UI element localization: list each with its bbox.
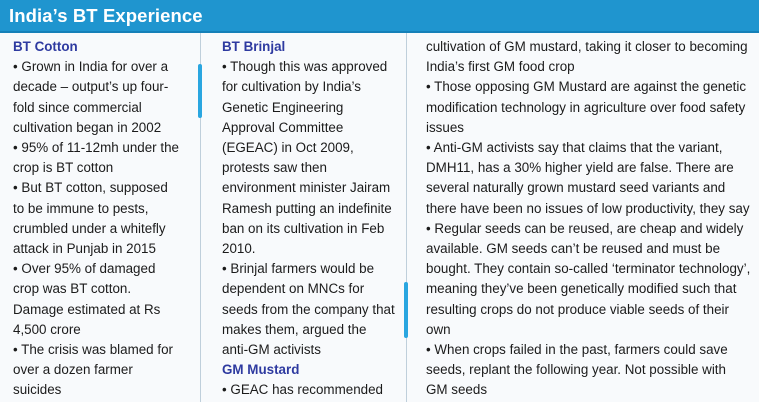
header-bar [0,0,759,33]
list-item: • GEAC has recommended [222,382,383,398]
list-item: • Though this was approved for cultivation by India’s Genetic Engineering Approval Committee (EGEAC) in Oct 2009, protests saw then environment minister Jairam Ramesh putting an indefinite ban on its cultivation in Feb 2010. [222,59,392,257]
column-bt-cotton [13,37,181,401]
column-divider [406,33,407,402]
list-item: • Over 95% of damaged crop was BT cotton. Damage estimated at Rs 4,500 crore [13,261,161,337]
section-title-bt-brinjal: BT Brinjal [222,39,286,54]
list-item: • But BT cotton, supposed to be immune to pests, crumbled under a whitefly attack in Punjab in 2015 [13,180,168,257]
page-title: India’s BT Experience [9,5,203,26]
accent-bar [404,282,408,338]
list-item: • 95% of 11-12mh under the crop is BT cotton [13,140,179,176]
list-item: • When crops failed in the past, farmers could save seeds, replant the following year. Not possible with GM seeds [426,342,728,398]
section-title-gm-mustard: GM Mustard [222,362,300,378]
column-gm-mustard-continued [426,37,751,401]
accent-bar [198,64,202,118]
list-item: • Grown in India for over a decade – output’s up four-fold since commercial cultivation began in 2002 [13,59,169,135]
list-item: • Regular seeds can be reused, are cheap and widely available. GM seeds can’t be reused and must be bought. They contain so-called ‘terminator technology’, meaning they’ve been genetically modified such that resulting crops do not produce viable seeds of their own [426,220,751,337]
list-item: • The crisis was blamed for over a dozen farmer suicides [13,342,173,398]
list-item: • Anti-GM activists say that claims that the variant, DMH11, has a 30% higher yield are false. There are several naturally grown mustard seed variants and there have been no issues of low productivity, they say [426,140,750,216]
list-item: • Those opposing GM Mustard are against the genetic modification technology in agriculture over food safety issues [426,79,747,135]
list-item: • Brinjal farmers would be dependent on MNCs for seeds from the company that makes them, argued the anti-GM activists [222,261,395,358]
section-title-bt-cotton: BT Cotton [13,39,78,54]
list-item: cultivation of GM mustard, taking it closer to becoming India’s first GM food crop [426,39,748,75]
column-bt-brinjal [222,37,396,401]
